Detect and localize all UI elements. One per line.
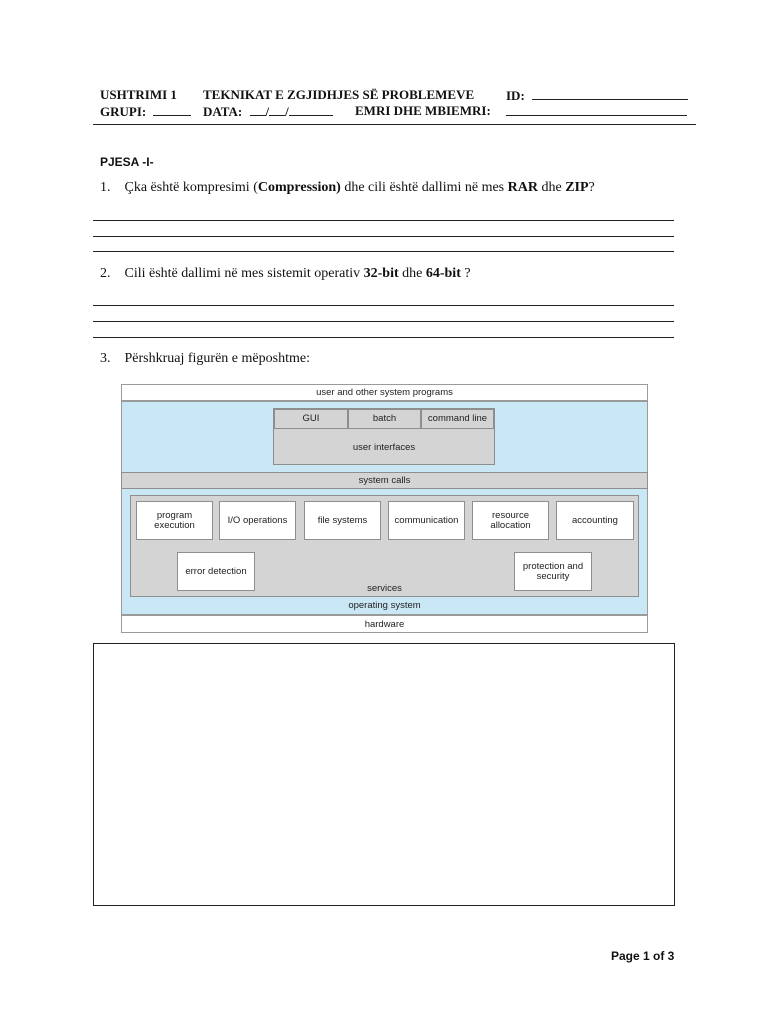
page-number: Page 1 of 3 <box>611 949 675 963</box>
hardware-bar: hardware <box>121 615 648 633</box>
question-term: 32-bit <box>363 266 399 281</box>
services-label: services <box>367 583 402 594</box>
name-label: EMRI DHE MBIEMRI: <box>355 103 491 118</box>
question-number: 2. <box>100 266 111 281</box>
question-2 <box>100 266 471 282</box>
operating-system-label: operating system <box>348 600 421 611</box>
resource-allocation-box: resource allocation <box>472 501 549 540</box>
group-label: GRUPI: <box>100 104 147 119</box>
error-detection-box: error detection <box>177 552 255 591</box>
name-blank <box>506 103 687 116</box>
os-services-diagram <box>121 384 648 633</box>
question-term: 64-bit <box>425 266 461 281</box>
accounting-box: accounting <box>556 501 634 540</box>
program-execution-box: program execution <box>136 501 213 540</box>
answer-line[interactable] <box>93 220 674 221</box>
section-title: PJESA -I- <box>100 155 154 169</box>
date-month-blank <box>269 103 285 116</box>
answer-box[interactable] <box>93 643 675 906</box>
date-day-blank <box>250 103 266 116</box>
io-operations-box: I/O operations <box>219 501 296 540</box>
protection-security-box: protection and security <box>514 552 592 591</box>
group-field <box>100 103 191 120</box>
id-blank <box>532 87 688 100</box>
question-text: dhe <box>537 180 566 195</box>
system-calls-bar: system calls <box>121 472 648 489</box>
date-field <box>203 103 333 120</box>
id-field <box>506 87 688 104</box>
question-number: 3. <box>100 351 111 366</box>
exercise-label: USHTRIMI 1 <box>100 87 177 102</box>
question-term: Compression) <box>257 180 341 195</box>
question-number: 1. <box>100 180 111 195</box>
question-text: Përshkruaj figurën e mëposhtme: <box>124 351 310 366</box>
question-1 <box>100 180 595 196</box>
user-programs-bar: user and other system programs <box>121 384 648 401</box>
question-text: dhe <box>398 266 426 281</box>
answer-line[interactable] <box>93 337 674 338</box>
question-term: ZIP <box>565 180 589 195</box>
date-sep: / <box>265 104 270 119</box>
date-sep: / <box>285 104 289 119</box>
header-rule <box>93 124 696 125</box>
id-label: ID: <box>506 88 525 103</box>
answer-line[interactable] <box>93 321 674 322</box>
group-blank <box>153 103 191 116</box>
file-systems-box: file systems <box>304 501 381 540</box>
user-interfaces-label: user interfaces <box>352 442 416 453</box>
question-text: Çka është kompresimi ( <box>124 180 258 195</box>
question-text: ? <box>460 266 471 281</box>
communication-box: communication <box>388 501 465 540</box>
command-line-cell: command line <box>421 409 494 429</box>
question-text: dhe cili është dallimi në mes <box>340 180 508 195</box>
batch-cell: batch <box>348 409 421 429</box>
date-year-blank <box>289 103 333 116</box>
answer-line[interactable] <box>93 236 674 237</box>
date-label: DATA: <box>203 104 243 119</box>
answer-line[interactable] <box>93 305 674 306</box>
question-term: RAR <box>507 180 538 195</box>
question-text: ? <box>588 180 595 195</box>
question-3 <box>100 351 310 367</box>
gui-cell: GUI <box>274 409 348 429</box>
question-text: Cili është dallimi në mes sistemit operativ <box>124 266 364 281</box>
answer-line[interactable] <box>93 251 674 252</box>
subject-title: TEKNIKAT E ZGJIDHJES SË PROBLEMEVE <box>203 87 475 102</box>
